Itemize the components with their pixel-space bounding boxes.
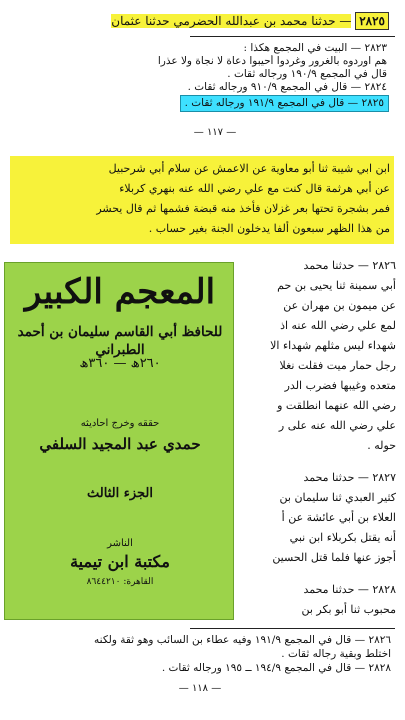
right-line: عن ميمون بن مهران عن <box>283 299 396 312</box>
cover-volume: الجزء الثالث <box>87 486 153 501</box>
top-entry <box>9 12 389 30</box>
right-line: محبوب ثنا أبو بكر بن <box>301 603 396 616</box>
narration-line-4: من هذا الظهر سبعون ألفا يدخلون الجنة بغير حساب . <box>148 222 390 235</box>
cover-address: القاهرة: ٨٦٤٤٢١٠ <box>86 577 154 587</box>
right-line: أبي سمينة ثنا يحيى بن حم <box>277 279 396 292</box>
cover-title: المعجم الكبير <box>24 272 216 312</box>
footnote-verse: هم اوردوه بالغرور وغردوا أحيبوا دعاة لا نجاة ولا عذرا <box>157 55 387 67</box>
footnote-2824: ٢٨٢٤ — قال في المجمع ٩١٠/٩ ورجاله ثقات . <box>187 81 387 93</box>
right-line: لمع علي رضي الله عنه اذ <box>280 319 396 332</box>
footnote-2825-highlight: ٢٨٢٥ — قال في المجمع ١٩١/٩ ورجاله ثقات . <box>180 95 389 112</box>
top-divider <box>190 36 395 37</box>
right-line: أجوز عنها فلما قتل الحسين <box>272 551 396 564</box>
cover-dates: ٢٦٠ھ — ٣٦٠ھ <box>79 356 161 371</box>
right-line: ٢٨٢٧ — حدثنا محمد <box>303 471 396 484</box>
right-line: رضي الله عنهما انطلقت و <box>277 399 396 412</box>
page-number-117: — ١١٧ — <box>193 127 237 138</box>
narration-line-3: فمر بشجرة تحتها بعر غزلان فأخذ منه قبضة فشمها ثم قال يحشر <box>96 202 390 215</box>
cover-publisher: مكتبة ابن تيمية <box>70 552 170 571</box>
highlighted-narration <box>10 156 394 244</box>
right-line: رجل حمار ميت فقلت نغلا <box>279 359 396 372</box>
footnote-2826: ٢٨٢٦ — قال في المجمع ١٩١/٩ وفيه عطاء بن السائب وهو ثقة ولكنه <box>94 634 391 646</box>
book-cover-image <box>4 262 234 620</box>
cover-publisher-label: الناشر <box>107 538 133 549</box>
footnote-2825 <box>17 95 389 112</box>
entry-number-badge: ٢٨٢٥ <box>355 12 389 30</box>
narration-line-2: عن أبي هرثمة قال كنت مع علي رضي الله عنه بنهري كربلاء <box>119 182 390 195</box>
right-line: متعده وغيبها فضرب الدر <box>284 379 396 392</box>
right-line: كثير العبدي ثنا سليمان بن <box>279 491 396 504</box>
cover-author: للحافظ أبي القاسم سليمان بن أحمد الطبراني <box>17 324 223 358</box>
footnote-2823: ٢٨٢٣ — البيت في المجمع هكذا : <box>243 42 387 54</box>
right-line: حوله . <box>367 439 396 452</box>
cover-editor: حمدي عبد المجيد السلفي <box>39 435 201 453</box>
footnote-2828: ٢٨٢٨ — قال في المجمع ١٩٤/٩ ــ ١٩٥ ورجاله ثقات . <box>161 662 391 674</box>
footnote-2826-cont: اختلط وبقية رجاله ثقات . <box>281 648 391 660</box>
narration-line-1: ابن ابي شيبة ثنا أبو معاوية عن الاعمش عن سلام أبي شرحبيل <box>108 162 390 175</box>
right-line: العلاء بن أبي عائشة عن أ <box>281 511 396 524</box>
top-entry-text: — حدثنا محمد بن عبدالله الحضرمي حدثنا عثمان <box>111 14 352 28</box>
right-line: أنه يقتل بكربلاء ابن نبي <box>289 531 396 544</box>
right-line: ٢٨٢٦ — حدثنا محمد <box>303 259 396 272</box>
right-line: علي رضي الله عنه على ر <box>278 419 396 432</box>
right-column-text <box>236 256 396 620</box>
right-line: شهداء ليس مثلهم شهداء الا <box>270 339 396 352</box>
footnote-2823-source: قال في المجمع ١٩٠/٩ ورجاله ثقات . <box>227 68 387 80</box>
bottom-divider <box>190 628 395 629</box>
right-line: ٢٨٢٨ — حدثنا محمد <box>303 583 396 596</box>
page-number-118: — ١١٨ — <box>178 683 222 694</box>
cover-edit-label: حققه وخرج احاديثه <box>80 418 160 429</box>
